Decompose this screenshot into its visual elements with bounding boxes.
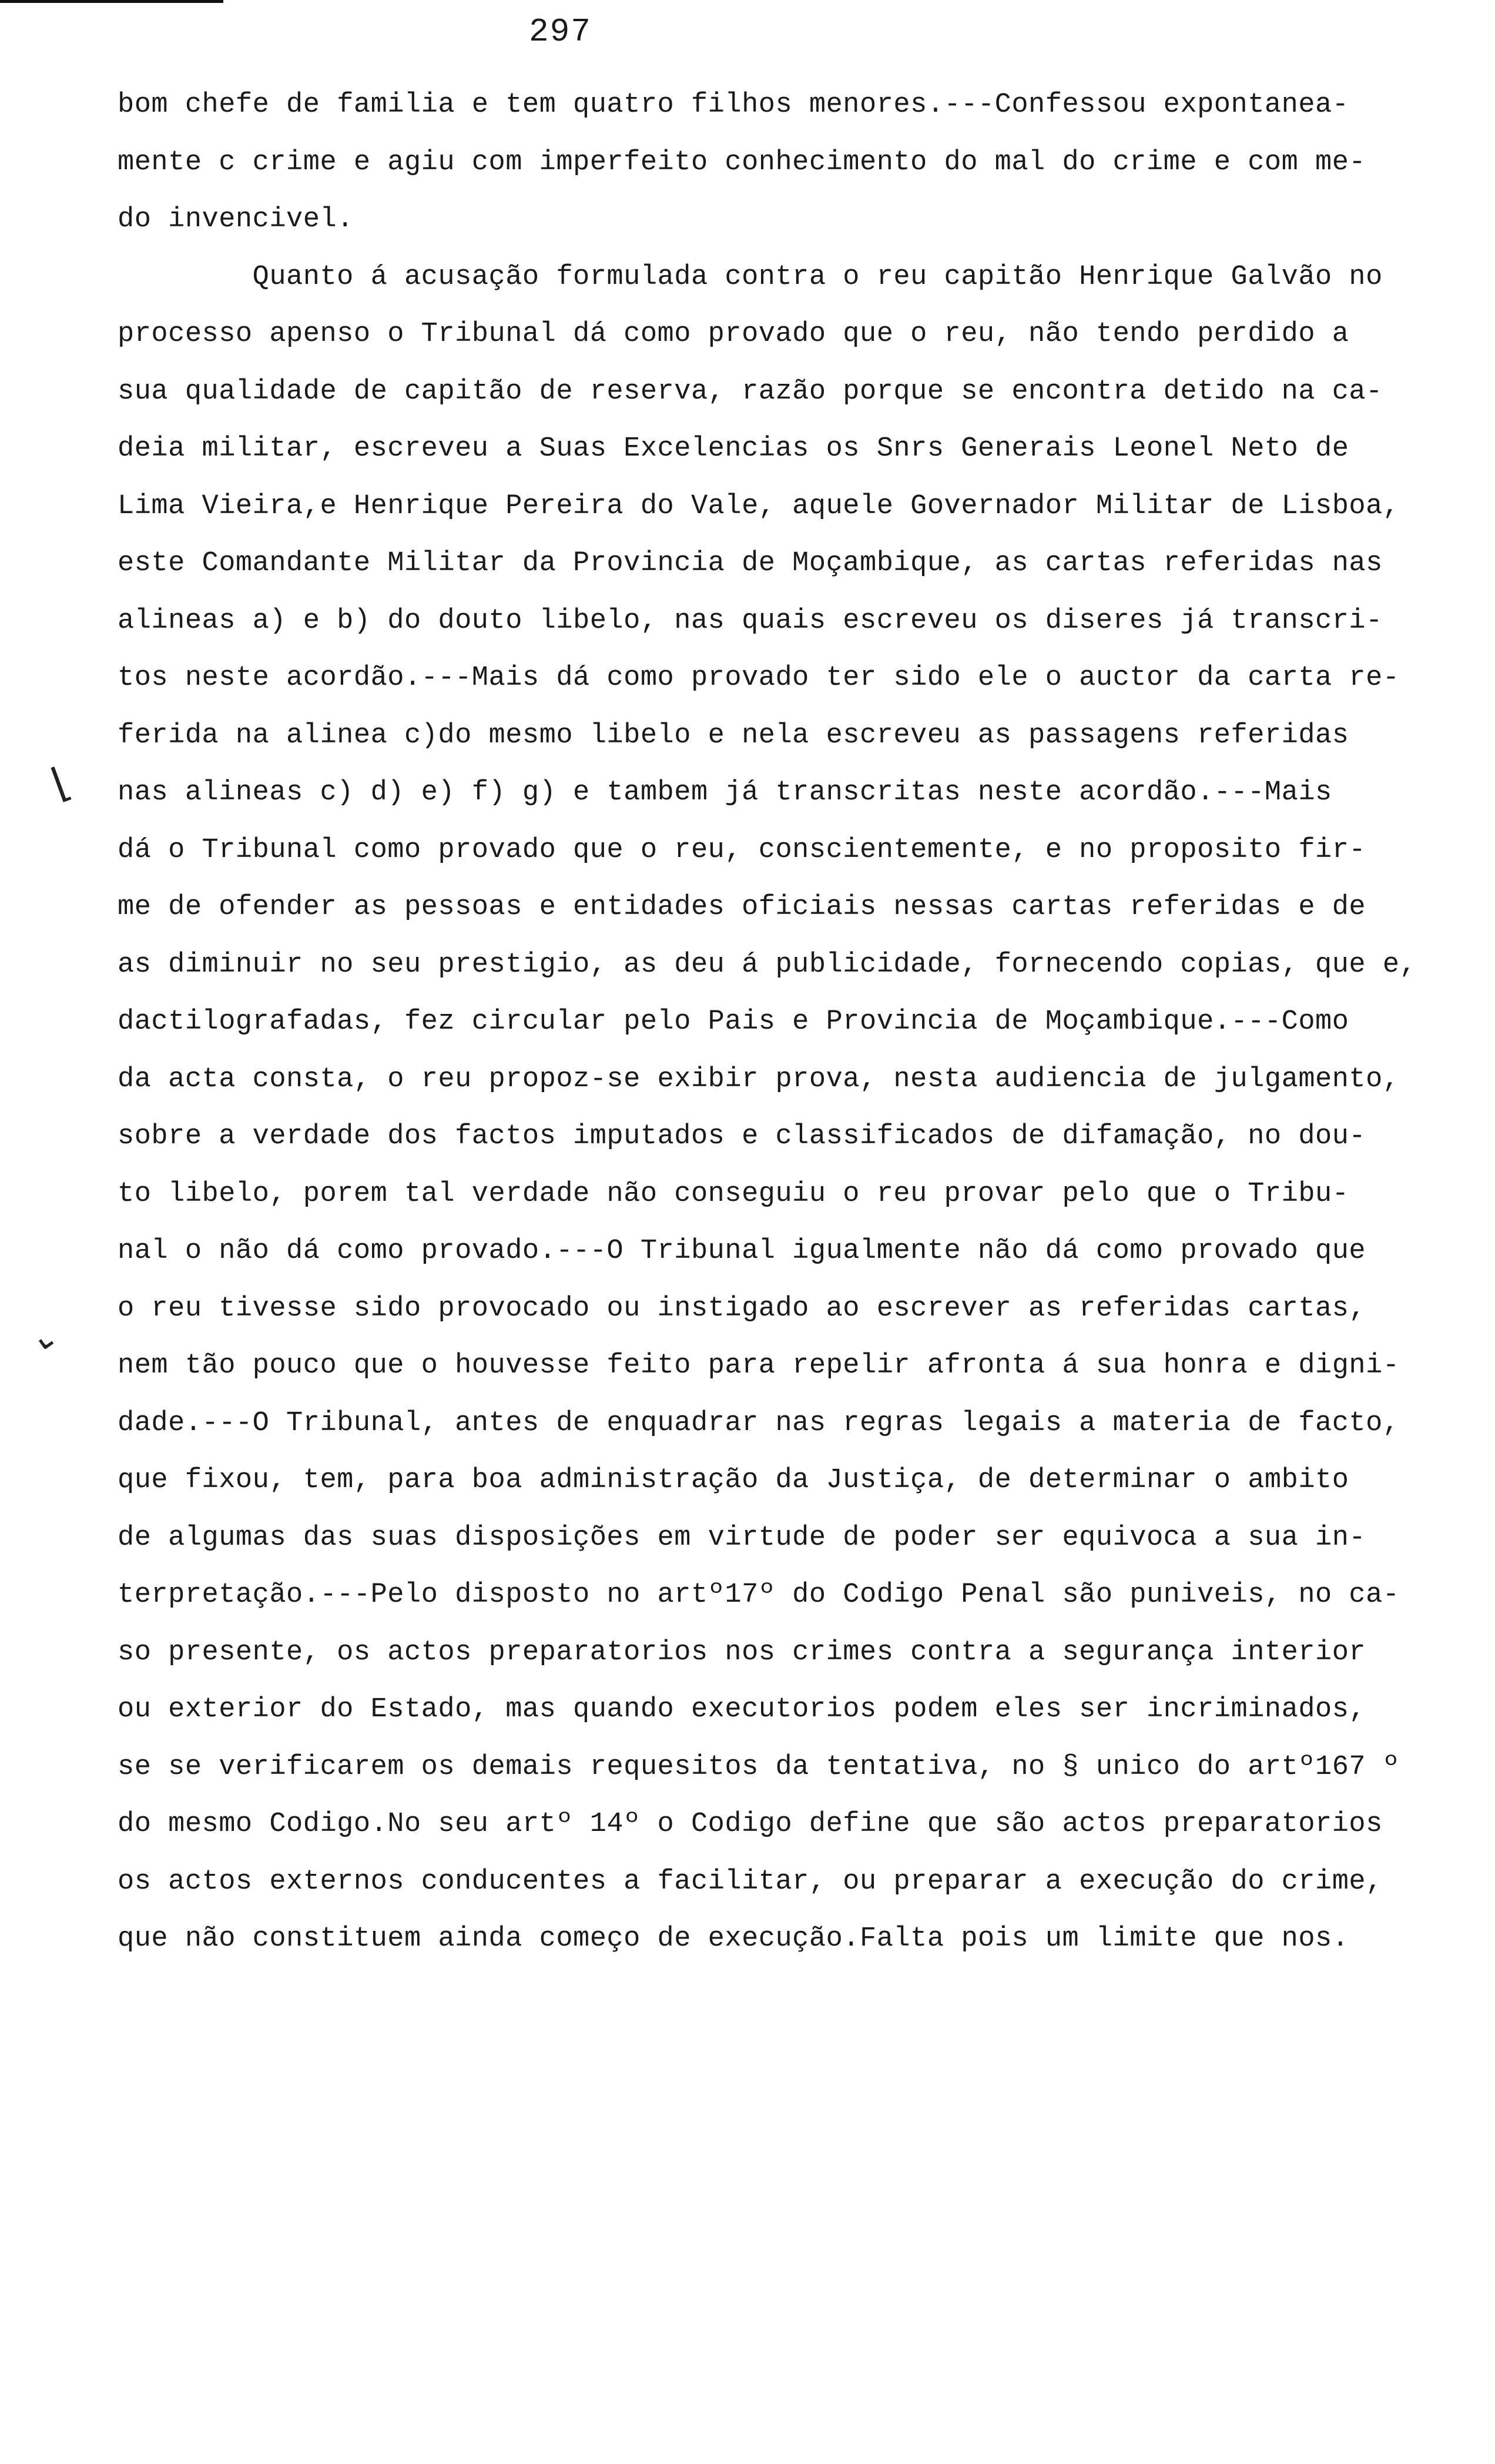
text-line: ou exterior do Estado, mas quando executorios podem eles ser incriminados,: [118, 1694, 1366, 1725]
text-line: dá o Tribunal como provado que o reu, conscientemente, e no proposito fir-: [118, 834, 1366, 866]
text-line: dactilografadas, fez circular pelo Pais e Provincia de Moçambique.---Como: [118, 1006, 1349, 1037]
text-line: terpretação.---Pelo disposto no artº17º do Codigo Penal são puniveis, no ca-: [118, 1579, 1400, 1611]
text-line: bom chefe de familia e tem quatro filhos menores.---Confessou expontanea-: [118, 89, 1349, 120]
text-line: nem tão pouco que o houvesse feito para repelir afronta á sua honra e digni-: [118, 1350, 1400, 1381]
text-line: do mesmo Codigo.No seu artº 14º o Codigo define que são actos preparatorios: [118, 1809, 1383, 1840]
text-line: alineas a) e b) do douto libelo, nas quais escreveu os diseres já transcri-: [118, 605, 1383, 637]
text-line: dade.---O Tribunal, antes de enquadrar nas regras legais a materia de facto,: [118, 1407, 1400, 1439]
page-number: 297: [529, 13, 592, 51]
margin-bracket-mark: ⌊: [45, 756, 77, 808]
top-rule: [0, 0, 223, 3]
text-line: sua qualidade de capitão de reserva, razão porque se encontra detido na ca-: [118, 376, 1383, 407]
text-line: as diminuir no seu prestigio, as deu á publicidade, fornecendo copias, que e,: [118, 949, 1417, 980]
text-line: os actos externos conducentes a facilitar, ou preparar a execução do crime,: [118, 1866, 1383, 1897]
text-line: nas alineas c) d) e) f) g) e tambem já transcritas neste acordão.---Mais: [118, 777, 1332, 808]
text-line: to libelo, porem tal verdade não conseguiu o reu provar pelo que o Tribu-: [118, 1178, 1349, 1210]
body-text: [118, 76, 1469, 1968]
margin-check-mark: ⌄: [29, 1314, 65, 1360]
text-line: processo apenso o Tribunal dá como provado que o reu, não tendo perdido a: [118, 319, 1349, 350]
text-line: sobre a verdade dos factos imputados e classificados de difamação, no dou-: [118, 1121, 1366, 1152]
text-line: Lima Vieira,e Henrique Pereira do Vale, aquele Governador Militar de Lisboa,: [118, 490, 1400, 522]
text-line: ferida na alinea c)do mesmo libelo e nela escreveu as passagens referidas: [118, 719, 1349, 751]
text-line: Quanto á acusação formulada contra o reu capitão Henrique Galvão no: [118, 261, 1383, 293]
text-line: me de ofender as pessoas e entidades oficiais nessas cartas referidas e de: [118, 892, 1366, 923]
text-line: da acta consta, o reu propoz-se exibir prova, nesta audiencia de julgamento,: [118, 1063, 1400, 1095]
text-line: de algumas das suas disposições em virtude de poder ser equivoca a sua in-: [118, 1522, 1366, 1554]
text-line: deia militar, escreveu a Suas Excelencias os Snrs Generais Leonel Neto de: [118, 433, 1349, 464]
text-line: mente c crime e agiu com imperfeito conhecimento do mal do crime e com me-: [118, 146, 1366, 178]
text-line: que fixou, tem, para boa administração da Justiça, de determinar o ambito: [118, 1465, 1349, 1496]
text-line: nal o não dá como provado.---O Tribunal igualmente não dá como provado que: [118, 1236, 1366, 1267]
text-line: do invencivel.: [118, 204, 354, 235]
text-line: tos neste acordão.---Mais dá como provado ter sido ele o auctor da carta re-: [118, 662, 1400, 694]
text-line: o reu tivesse sido provocado ou instigado ao escrever as referidas cartas,: [118, 1293, 1366, 1324]
text-line: se se verificarem os demais requesitos da tentativa, no § unico do artº167 º: [118, 1751, 1400, 1783]
text-line: este Comandante Militar da Provincia de Moçambique, as cartas referidas nas: [118, 548, 1383, 579]
text-line: so presente, os actos preparatorios nos crimes contra a segurança interior: [118, 1636, 1366, 1668]
text-line: que não constituem ainda começo de execução.Falta pois um limite que nos.: [118, 1923, 1349, 1954]
